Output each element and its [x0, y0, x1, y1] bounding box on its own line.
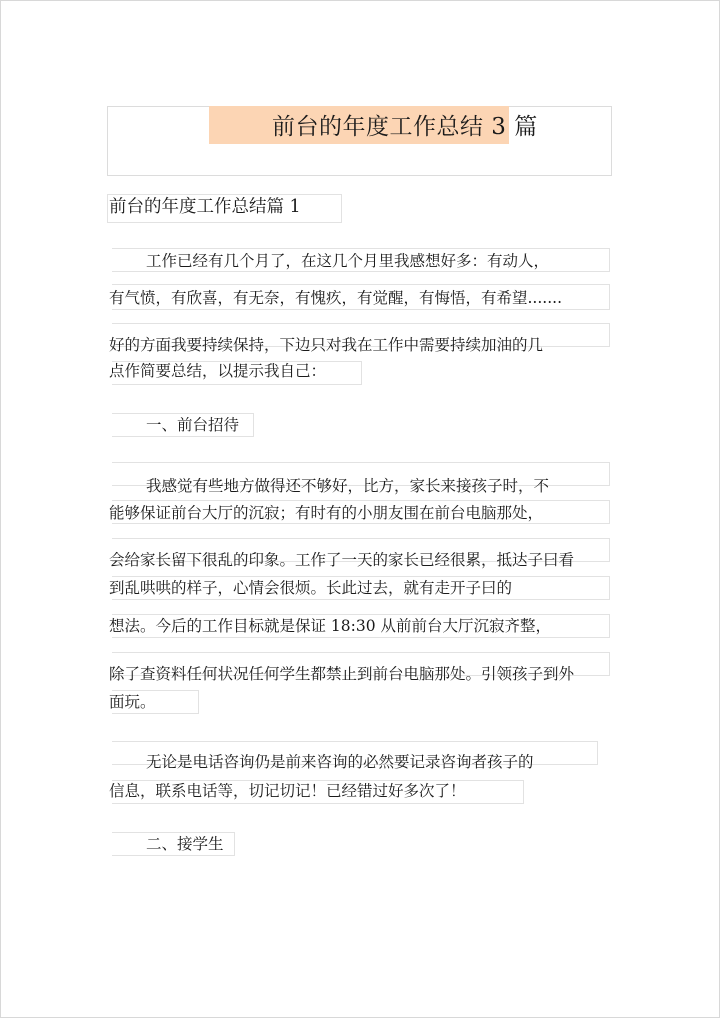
body-line: 信息，联系电话等，切记切记！已经错过好多次了！ [109, 782, 466, 800]
body-line: 点作简要总结，以提示我自己： [109, 362, 327, 380]
body-line: 我感觉有些地方做得还不够好，比方，家长来接孩子时，不 [146, 477, 550, 495]
body-line: 想法。今后的工作目标就是保证 18:30 从前前台大厅沉寂齐整， [109, 617, 552, 635]
body-line: 有气愤，有欣喜，有无奈，有愧疚，有觉醒，有悔悟，有希望....... [109, 289, 562, 307]
body-line: 面玩。 [109, 693, 156, 711]
subheading: 一、前台招待 [146, 416, 240, 434]
subheading: 二、接学生 [146, 835, 224, 853]
body-line: 好的方面我要持续保持，下边只对我在工作中需要持续加油的几 [109, 336, 544, 354]
section-heading: 前台的年度工作总结篇 1 [109, 197, 301, 217]
body-line: 无论是电话咨询仍是前来咨询的必然要记录咨询者孩子的 [146, 753, 534, 771]
body-line: 能够保证前台大厅的沉寂；有时有的小朋友围在前台电脑那处， [109, 504, 544, 522]
body-line: 除了查资料任何状况任何学生都禁止到前台电脑那处。引领孩子到外 [109, 665, 575, 683]
body-line: 到乱哄哄的样子，心情会很烦。长此过去，就有走开子曰的 [109, 579, 513, 597]
body-line: 工作已经有几个月了，在这几个月里我感想好多：有动人， [146, 252, 550, 270]
body-line: 会给家长留下很乱的印象。工作了一天的家长已经很累，抵达子曰看 [109, 551, 575, 569]
document-title: 前台的年度工作总结 3 篇 [272, 114, 538, 140]
